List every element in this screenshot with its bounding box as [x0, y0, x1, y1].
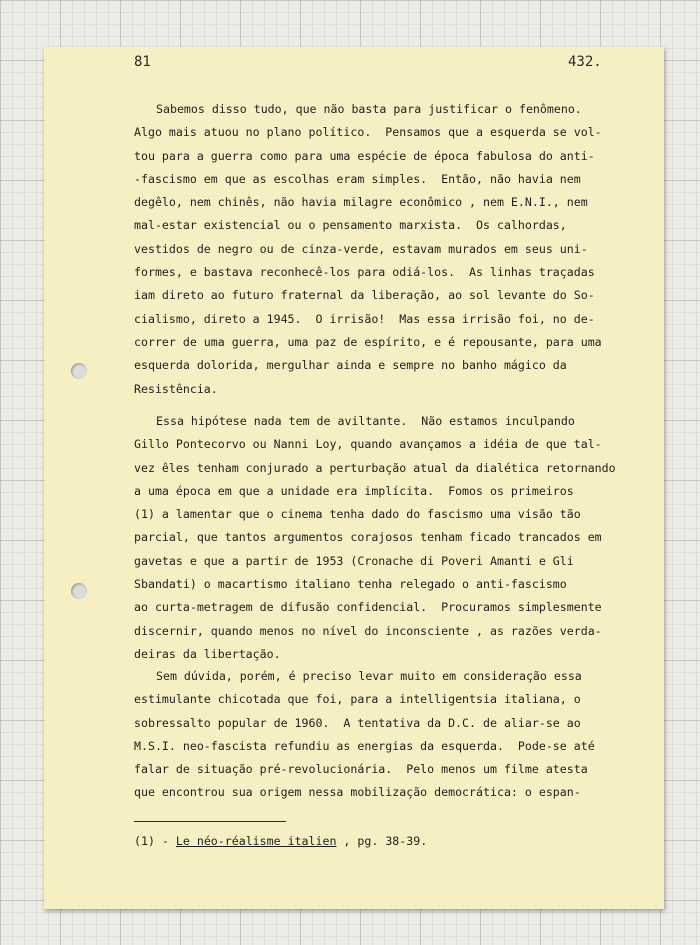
text-line: esquerda dolorida, mergulhar ainda e sempre no banho mágico da: [134, 358, 567, 373]
text-line: Algo mais atuou no plano político. Pensamos que a esquerda se vol-: [134, 125, 602, 140]
text-line: deiras da libertação.: [134, 646, 281, 661]
text-line: Essa hipótese nada tem de aviltante. Não estamos inculpando: [156, 414, 575, 428]
paragraph-2: [134, 410, 616, 666]
text-line: ao curta-metragem de difusão confidencial. Procuramos simplesmente: [134, 600, 602, 615]
text-line: mal-estar existencial ou o pensamento marxista. Os calhordas,: [134, 218, 567, 233]
text-line: degêlo, nem chinês, não havia milagre econômico , nem E.N.I., nem: [134, 195, 588, 210]
text-line: Sem dúvida, porém, é preciso levar muito em consideração essa: [156, 669, 582, 683]
typewritten-page: [44, 47, 664, 909]
footnote: [134, 834, 427, 848]
text-line: estimulante chicotada que foi, para a intelligentsia italiana, o: [134, 692, 581, 707]
footnote-pages: , pg. 38-39.: [336, 834, 428, 848]
text-line: Gillo Pontecorvo ou Nanni Loy, quando avançamos a idéia de que tal-: [134, 437, 602, 452]
footnote-separator: [134, 821, 286, 822]
text-line: Sbandati) o macartismo italiano tenha relegado o anti-fascismo: [134, 577, 567, 592]
punch-hole-lower: [71, 583, 87, 599]
text-line: cialismo, direto a 1945. O irrisão! Mas essa irrisão foi, no de-: [134, 311, 595, 326]
text-line: a uma época em que a unidade era implícita. Fomos os primeiros: [134, 483, 574, 498]
text-line: (1) a lamentar que o cinema tenha dado do fascismo uma visão tão: [134, 507, 581, 522]
footnote-marker: (1): [134, 834, 155, 848]
paragraph-1: [134, 98, 602, 401]
text-line: falar de situação pré-revolucionária. Pelo menos um filme atesta: [134, 762, 588, 777]
punch-hole-upper: [71, 363, 87, 379]
text-line: M.S.I. neo-fascista refundiu as energias da esquerda. Pode-se até: [134, 738, 595, 753]
reference-number: 432.: [568, 54, 602, 70]
text-line: sobressalto popular de 1960. A tentativa da D.C. de aliar-se ao: [134, 715, 581, 730]
text-line: formes, e bastava reconhecê-los para odiá-los. As linhas traçadas: [134, 265, 595, 280]
text-line: Resistência.: [134, 381, 218, 396]
text-line: vestidos de negro ou de cinza-verde, estavam murados em seus uni-: [134, 241, 588, 256]
paragraph-3: [134, 665, 595, 805]
text-line: iam direto ao futuro fraternal da liberação, ao sol levante do So-: [134, 288, 595, 303]
text-line: tou para a guerra como para uma espécie de época fabulosa do anti-: [134, 148, 595, 163]
footnote-title: Le néo-réalisme italien: [175, 834, 337, 848]
text-line: -fascismo em que as escolhas eram simples. Então, não havia nem: [134, 171, 581, 186]
text-line: correr de uma guerra, uma paz de espírito, e é repousante, para uma: [134, 334, 602, 349]
text-line: parcial, que tantos argumentos corajosos tenham ficado trancados em: [134, 530, 602, 545]
text-line: Sabemos disso tudo, que não basta para justificar o fenômeno.: [156, 102, 582, 116]
text-line: discernir, quando menos no nível do inconsciente , as razões verda-: [134, 623, 602, 638]
text-line: gavetas e que a partir de 1953 (Cronache di Poveri Amanti e Gli: [134, 553, 574, 568]
text-line: que encontrou sua origem nessa mobilização democrática: o espan-: [134, 785, 581, 800]
page-number: 81: [134, 54, 151, 70]
footnote-dash: -: [154, 834, 176, 848]
text-line: vez êles tenham conjurado a perturbação atual da dialética retornando: [134, 460, 616, 475]
